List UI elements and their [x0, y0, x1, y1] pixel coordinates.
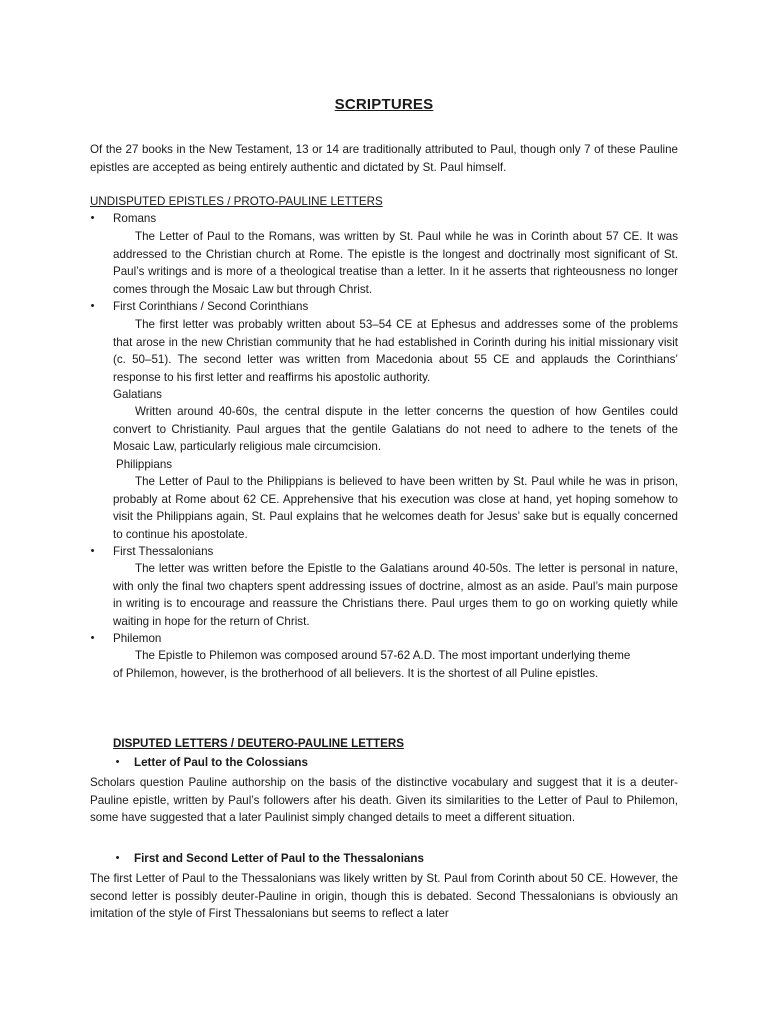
disputed-text-colossians: Scholars question Pauline authorship on the basis of the distinctive vocabulary and suggest that it is a deuter-Pauline epistle, written by Paul’s followers after his death. Given its similarities to the Letter of Paul to Philemon, some have suggested that a later Paulinist simply changed details to meet a different situation. [90, 776, 678, 825]
bullet-icon: • [115, 852, 120, 864]
page-title: SCRIPTURES [334, 96, 434, 113]
epistle-text-corinthians: The first letter was probably written about 53–54 CE at Ephesus and addresses some of the problems that arose in the new Christian community that he had established in Corinth during his initial missionary visit (c. 50–51). The second letter was written from Macedonia about 55 CE and applauds the Corinthians’ response to his first letter and reaffirms his apostolic authority. [113, 318, 678, 384]
bullet-icon: • [90, 300, 95, 312]
epistle-label-philippians: Philippians [116, 458, 173, 471]
bullet-icon: • [90, 632, 95, 644]
bullet-icon: • [90, 545, 95, 557]
disputed-heading: DISPUTED LETTERS / DEUTERO-PAULINE LETTERS [113, 737, 404, 750]
epistle-text-romans: The Letter of Paul to the Romans, was written by St. Paul while he was in Corinth about 57 CE. It was addressed to the Christian church at Rome. The epistle is the longest and doctrinally most significant of St. Paul’s writings and is more of a theological treatise than a letter. In it he asserts that righteousness no longer comes through the Mosaic Law but through Christ. [113, 230, 678, 296]
epistle-text-philippians: The Letter of Paul to the Philippians is believed to have been written by St. Paul while he was in prison, probably at Rome about 62 CE. Apprehensive that his execution was close at hand, yet hoping somehow to visit the Philippians again, St. Paul explains that he welcomes death for Jesus’ sake but is equally concerned to continue his apostolate. [113, 475, 678, 541]
epistle-text-philemon: The Epistle to Philemon was composed around 57-62 A.D. The most important underlying theme of Philemon, however, is the brotherhood of all believers. It is the shortest of all Puline epistles. [113, 649, 631, 680]
epistle-text-first-thessalonians: The letter was written before the Epistle to the Galatians around 40-50s. The letter is personal in nature, with only the final two chapters spent addressing issues of doctrine, almost as an aside. Paul’s main purpose in writing is to encourage and reassure the Christians there. Paul urges them to go on working quietly while waiting in hope for the return of Christ. [113, 562, 678, 628]
disputed-label-colossians: Letter of Paul to the Colossians [134, 756, 308, 769]
epistle-text-galatians: Written around 40-60s, the central dispute in the letter concerns the question of how Gentiles could convert to Christianity. Paul argues that the gentile Galatians do not need to adhere to the tenets of the Mosaic Law, particularly religious male circumcision. [113, 405, 678, 454]
disputed-text-thessalonians: The first Letter of Paul to the Thessalonians was likely written by St. Paul from Corinth about 50 CE. However, the second letter is possibly deuter-Pauline in origin, though this is debated. Second Thessalonians is obviously an imitation of the style of First Thessalonians but seems to reflect a later [90, 872, 678, 921]
epistle-label-philemon: Philemon [113, 632, 162, 645]
bullet-icon: • [90, 212, 95, 224]
epistle-label-romans: Romans [113, 212, 157, 225]
intro-paragraph: Of the 27 books in the New Testament, 13 or 14 are traditionally attributed to Paul, though only 7 of these Pauline epistles are accepted as being entirely authentic and dictated by St. Paul himself. [90, 143, 678, 174]
bullet-icon: • [115, 756, 120, 768]
epistle-label-galatians: Galatians [113, 388, 162, 401]
disputed-label-thessalonians: First and Second Letter of Paul to the Thessalonians [134, 852, 424, 865]
epistle-label-first-thessalonians: First Thessalonians [113, 545, 214, 558]
epistle-label-corinthians: First Corinthians / Second Corinthians [113, 300, 309, 313]
undisputed-heading: UNDISPUTED EPISTLES / PROTO-PAULINE LETTERS [90, 195, 383, 208]
